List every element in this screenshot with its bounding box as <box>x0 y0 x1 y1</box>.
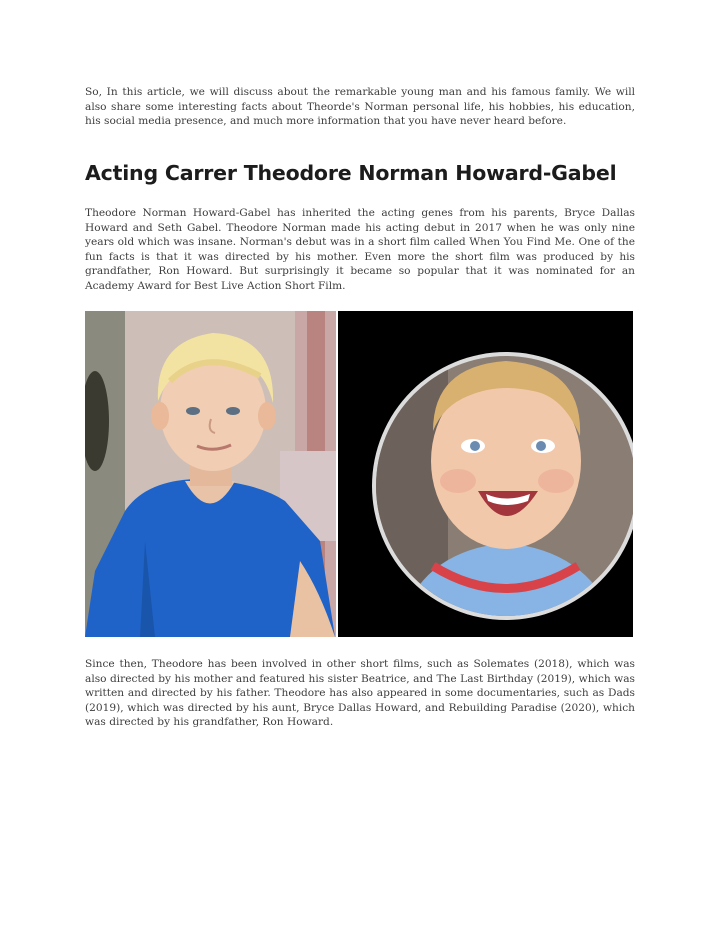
photo-collage <box>85 311 633 637</box>
acting-career-paragraph: Theodore Norman Howard-Gabel has inherited the acting genes from his parents, Bryce Dallas Howard and Seth Gabel. Theodore Norman made his acting debut in 2017 when he was only nine years old which was insane. Norman's debut was in a short film called When You Find Me. One of the fun facts is that it was directed by his mother. Even more the short film was produced by his grandfather, Ron Howard. But surprisingly it became so popular that it was nominated for an Academy Award for Best Live Action Short Film. <box>85 207 635 292</box>
intro-paragraph: So, In this article, we will discuss about the remarkable young man and his famous family. We will also share some interesting facts about Theorde's Norman personal life, his hobbies, his education, his social media presence, and much more information that you have never heard before. <box>85 86 635 128</box>
blonde-boy-photo <box>85 311 336 637</box>
section-heading: Acting Carrer Theodore Norman Howard-Gabel <box>85 161 617 185</box>
later-career-paragraph: Since then, Theodore has been involved in other short films, such as Solemates (2018), which was also directed by his mother and featured his sister Beatrice, and The Last Birthday (2019), which was written and directed by his father. Theodore has also appeared in some documentaries, such as Dads (2019), which was directed by his aunt, Bryce Dallas Howard, and Rebuilding Paradise (2020), which was directed by his grandfather, Ron Howard. <box>85 658 635 729</box>
smiling-toddler-photo <box>338 311 633 637</box>
